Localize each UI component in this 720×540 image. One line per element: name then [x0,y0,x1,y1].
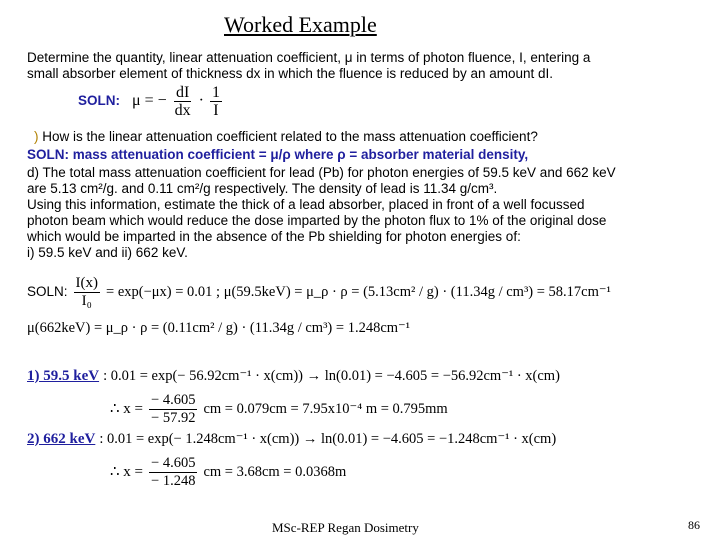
fraction-numerator: I(x) [75,275,99,291]
part2-fraction [149,455,197,490]
fraction-denominator: I₀ [81,293,92,309]
part1-fraction [149,392,197,427]
soln1-fraction-1 [173,84,193,119]
question-d-line: photon beam which would reduce the dose imparted by the photon flux to 1% of the original dose [27,213,607,228]
soln-d-ratio [74,275,101,310]
part1-eq: : 0.01 = exp(− 56.92cm⁻¹ · x(cm)) → ln(0.01) = −4.605 = −56.92cm⁻¹ · x(cm) [103,368,560,384]
soln1-equation [78,84,224,119]
question-d-line: Using this information, estimate the thick of a lead absorber, placed in front of a well focussed [27,197,585,212]
fraction-numerator: dI [175,84,190,101]
question-d-line: i) 59.5 keV and ii) 662 keV. [27,245,188,260]
question-d-line: d) The total mass attenuation coefficient for lead (Pb) for photon energies of 59.5 keV and 662 keV [27,165,616,180]
footer-text: MSc-REP Regan Dosimetry [272,520,419,535]
fraction-numerator: − 4.605 [151,392,196,408]
fraction-denominator: dx [174,102,191,119]
part1-label: 1) 59.5 keV [27,368,100,384]
question-d-line: which would be imparted in the absence of the Pb shielding for photon energies of: [27,229,521,244]
soln1-fraction-2 [210,84,222,119]
question-c [34,129,538,145]
question-c-text: How is the linear attenuation coefficient related to the mass attenuation coefficient? [42,129,538,144]
part1-result-line [110,392,448,427]
fraction-numerator: 1 [211,84,220,101]
part1-result: cm = 0.079cm = 7.95x10⁻⁴ m = 0.795mm [203,401,448,418]
fraction-numerator: − 4.605 [151,455,196,471]
problem-statement [27,50,590,82]
page-number: 86 [688,518,700,532]
fraction-denominator: I [213,102,219,119]
problem-line: Determine the quantity, linear attenuation coefficient, μ in terms of photon fluence, I, entering a [27,50,591,65]
part1-therefore: ∴ x = [110,401,144,418]
part2-eq: : 0.01 = exp(− 1.248cm⁻¹ · x(cm)) → ln(0.01) = −4.605 = −1.248cm⁻¹ · x(cm) [99,431,557,447]
problem-line: small absorber element of thickness dx in which the fluence is reduced by an amount dI. [27,66,554,81]
soln-d-eq1: = exp(−μx) = 0.01 ; μ(59.5keV) = μ_ρ · ρ = (5.13cm² / g) · (11.34g / cm³) = 58.17cm⁻¹ [106,284,611,301]
soln-c: SOLN: mass attenuation coefficient = μ/ρ where ρ = absorber material density, [27,147,529,162]
fraction-denominator: − 1.248 [151,473,196,489]
soln-d-line-1 [27,275,611,310]
question-d-line: are 5.13 cm²/g. and 0.11 cm²/g respectively. The density of lead is 11.34 g/cm³. [27,181,498,196]
soln-d-label: SOLN: [27,284,68,300]
part2-result-line [110,455,346,490]
part1-line [27,367,560,385]
part2-label: 2) 662 keV [27,431,96,447]
page-title: Worked Example [224,12,377,37]
part2-line [27,430,556,448]
soln-d-eq2: μ(662keV) = μ_ρ · ρ = (0.11cm² / g) · (11.34g / cm³) = 1.248cm⁻¹ [27,320,411,336]
soln1-dot: · [198,92,204,110]
soln1-lhs: μ = − [132,92,167,110]
part2-result: cm = 3.68cm = 0.0368m [203,464,347,481]
fraction-denominator: − 57.92 [151,410,196,426]
part2-therefore: ∴ x = [110,464,144,481]
question-c-letter: ) [34,129,39,144]
soln1-label: SOLN: [78,93,120,109]
question-d [27,165,616,261]
